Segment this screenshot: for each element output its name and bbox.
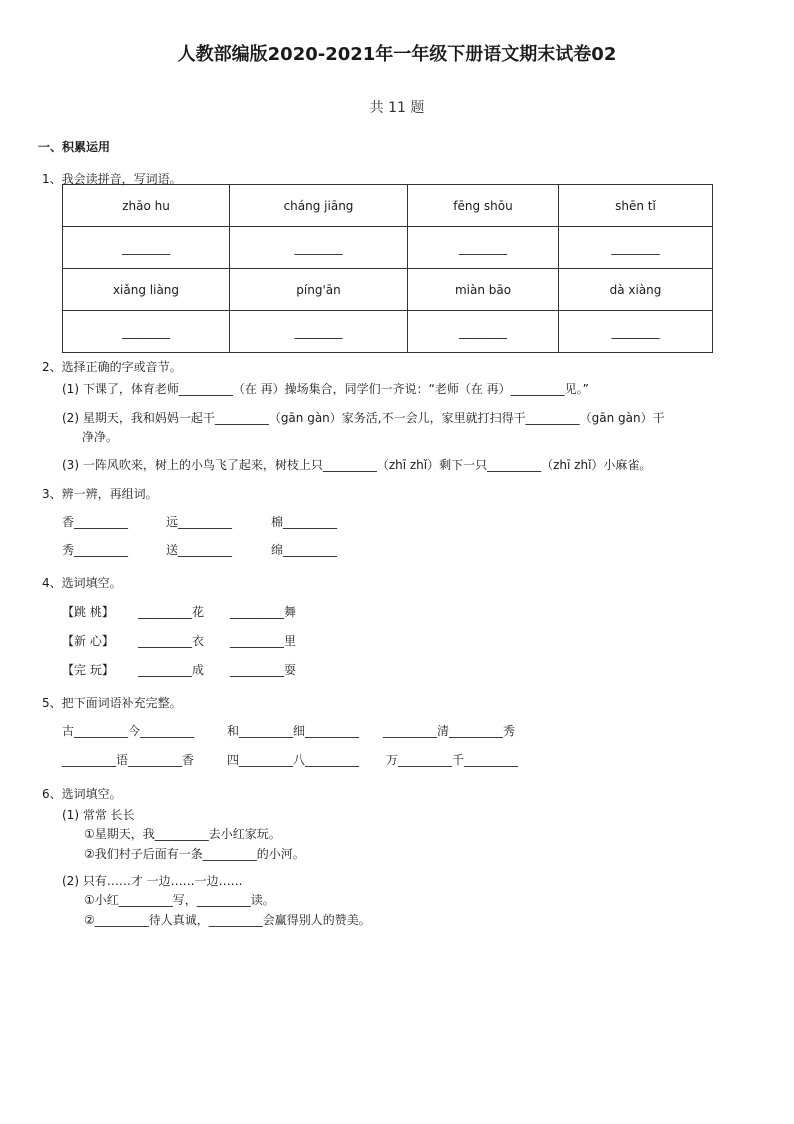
question-2-text: 2、选择正确的字或音节。 — [42, 360, 182, 374]
question-6-text: 6、选词填空。 — [42, 787, 122, 801]
question-5-text: 5、把下面词语补充完整。 — [42, 696, 182, 710]
pinyin-table — [62, 184, 713, 353]
choice-pair: 【跳 桃】 — [62, 605, 114, 619]
pinyin-cell: píng'ān — [230, 269, 408, 311]
choice-pair: 【完 玩】 — [62, 663, 114, 677]
word-blank[interactable]: 棉_________ — [271, 515, 338, 529]
word-options: (1) 常常 长长 — [62, 808, 135, 822]
table-row — [63, 269, 713, 311]
sub-question: (1) 下课了，体育老师_________（在 再）操场集合，同学们一齐说：“老师（在 再）_________见。” — [62, 382, 589, 396]
pinyin-cell: miàn bāo — [408, 269, 559, 311]
table-row — [63, 311, 713, 353]
pinyin-cell: fēng shōu — [408, 185, 559, 227]
answer-blank[interactable]: ________ — [230, 311, 408, 353]
section-heading: 一、积累运用 — [38, 140, 111, 154]
idiom-blank[interactable]: 和_________细_________ — [227, 724, 360, 738]
idiom-blank[interactable]: _________清_________秀 — [383, 724, 516, 738]
answer-blank[interactable]: ________ — [230, 227, 408, 269]
pinyin-cell: cháng jiāng — [230, 185, 408, 227]
sub-question: (3) 一阵风吹来，树上的小鸟飞了起来，树枝上只_________（zhī zhǐ）剩下一只_________（zhī zhǐ）小麻雀。 — [62, 458, 652, 472]
answer-blank[interactable]: ________ — [559, 311, 713, 353]
sub-question-continued: 净净。 — [82, 430, 119, 444]
idiom-blank[interactable]: _________语_________香 — [62, 753, 195, 767]
word-blank[interactable]: _________花 — [138, 605, 205, 619]
idiom-blank[interactable]: 古_________今_________ — [62, 724, 195, 738]
fill-sentence[interactable]: ①小红_________写，_________读。 — [84, 893, 275, 907]
word-blank[interactable]: _________里 — [230, 634, 297, 648]
question-1-text: 1、我会读拼音，写词语。 — [42, 172, 182, 186]
word-blank[interactable]: _________舞 — [230, 605, 297, 619]
fill-sentence[interactable]: ①星期天，我_________去小红家玩。 — [84, 827, 281, 841]
pinyin-cell: shēn tǐ — [559, 185, 713, 227]
word-blank[interactable]: 远_________ — [166, 515, 233, 529]
word-blank[interactable]: _________耍 — [230, 663, 297, 677]
word-blank[interactable]: _________衣 — [138, 634, 205, 648]
answer-blank[interactable]: ________ — [408, 227, 559, 269]
fill-sentence[interactable]: ②_________待人真诚，_________会赢得别人的赞美。 — [84, 913, 371, 927]
table-row — [63, 185, 713, 227]
choice-pair: 【新 心】 — [62, 634, 114, 648]
word-blank[interactable]: 绵_________ — [271, 543, 338, 557]
word-blank[interactable]: _________成 — [138, 663, 205, 677]
pinyin-cell: zhāo hu — [63, 185, 230, 227]
question-count: 共 11 题 — [369, 100, 425, 116]
page-title: 人教部编版2020-2021年一年级下册语文期末试卷02 — [177, 44, 617, 65]
word-blank[interactable]: 秀_________ — [62, 543, 129, 557]
sub-question: (2) 星期天，我和妈妈一起干_________（gān gàn）家务活,不一会儿，家里就打扫得干_________（gān gàn）干 — [62, 411, 665, 425]
word-options: (2) 只有……才 一边……一边…… — [62, 874, 243, 888]
pinyin-cell: xiǎng liàng — [63, 269, 230, 311]
answer-blank[interactable]: ________ — [63, 311, 230, 353]
answer-blank[interactable]: ________ — [63, 227, 230, 269]
table-row — [63, 227, 713, 269]
idiom-blank[interactable]: 四_________八_________ — [227, 753, 360, 767]
question-3-text: 3、辨一辨，再组词。 — [42, 487, 158, 501]
answer-blank[interactable]: ________ — [408, 311, 559, 353]
word-blank[interactable]: 送_________ — [166, 543, 233, 557]
idiom-blank[interactable]: 万_________千_________ — [386, 753, 519, 767]
answer-blank[interactable]: ________ — [559, 227, 713, 269]
word-blank[interactable]: 香_________ — [62, 515, 129, 529]
fill-sentence[interactable]: ②我们村子后面有一条_________的小河。 — [84, 847, 305, 861]
question-4-text: 4、选词填空。 — [42, 576, 122, 590]
pinyin-cell: dà xiàng — [559, 269, 713, 311]
